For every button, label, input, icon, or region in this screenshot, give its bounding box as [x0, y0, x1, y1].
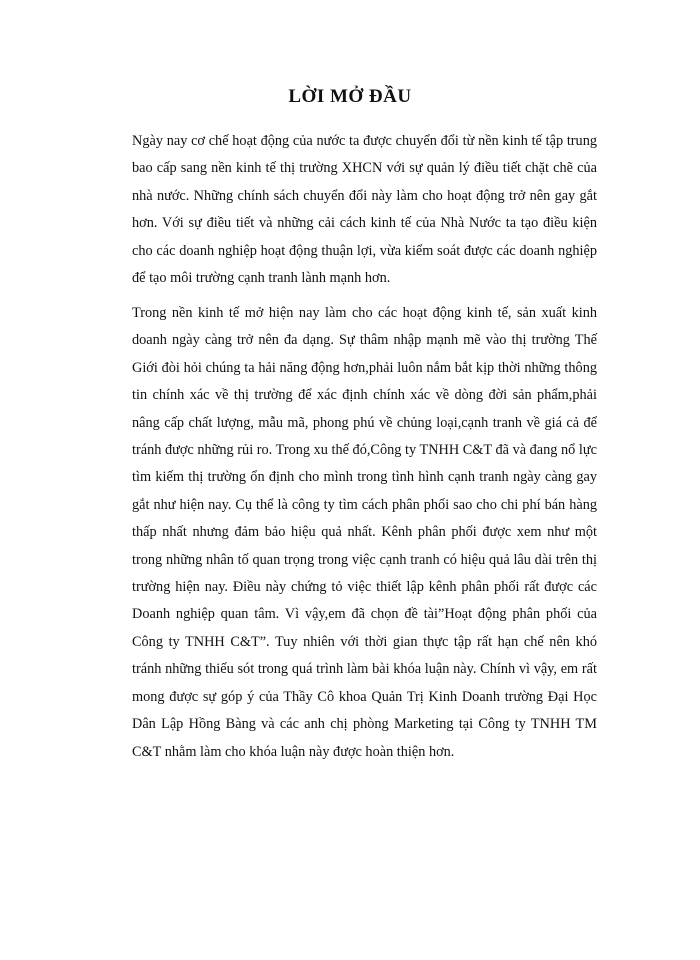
paragraph-intro: Ngày nay cơ chế hoạt động của nước ta được chuyển đổi từ nền kinh tế tập trung bao cấp sang nền kinh tế thị trường XHCN với sự quản lý điều tiết chặt chẽ của nhà nước. Những chính sách chuyển đổi này làm cho hoạt động trở nên gay gắt hơn. Với sự điều tiết và những cải cách kinh tế của Nhà Nước ta tạo điều kiện cho các doanh nghiệp hoạt động thuận lợi, vừa kiểm soát được các doanh nghiệp để tạo môi trường cạnh tranh lành mạnh hơn. — [132, 133, 597, 287]
document-title: LỜI MỞ ĐẦU — [288, 86, 412, 107]
paragraph-body: Trong nền kinh tế mở hiện nay làm cho các hoạt động kinh tế, sản xuất kinh doanh ngày càng trở nên đa dạng. Sự thâm nhập mạnh mẽ vào thị trường Thế Giới đòi hỏi chúng ta hải năng động hơn,phải luôn nắm bắt kịp thời những thông tin chính xác về thị trường để xác định chính xác về dòng đời sản phẩm,phải nâng cấp chất lượng, mẫu mã, phong phú về chủng loại,cạnh tranh về giá cả để tránh được những rủi ro. Trong xu thế đó,Công ty TNHH C&T đã và đang nổ lực tìm kiếm thị trường ổn định cho mình trong tình hình cạnh tranh ngày càng gay gắt như hiện nay. Cụ thể là công ty tìm cách phân phối sao cho chi phí bán hàng thấp nhất nhưng đảm bảo hiệu quả nhất. Kênh phân phối được xem như một trong những nhân tố quan trọng trong việc cạnh tranh có hiệu quả lâu dài trên thị trường hiện nay. Điều này chứng tỏ việc thiết lập kênh phân phối rất được các Doanh nghiệp quan tâm. Vì vậy,em đã chọn đề tài”Hoạt động phân phối của Công ty TNHH C&T”. Tuy nhiên với thời gian thực tập rất hạn chế nên khó tránh những thiếu sót trong quá trình làm bài khóa luận này. Chính vì vậy, em rất mong được sự góp ý của Thầy Cô khoa Quản Trị Kinh Doanh trường Đại Học Dân Lập Hồng Bàng và các anh chị phòng Marketing tại Công ty TNHH TM C&T nhằm làm cho khóa luận này được hoàn thiện hơn. — [132, 305, 597, 760]
